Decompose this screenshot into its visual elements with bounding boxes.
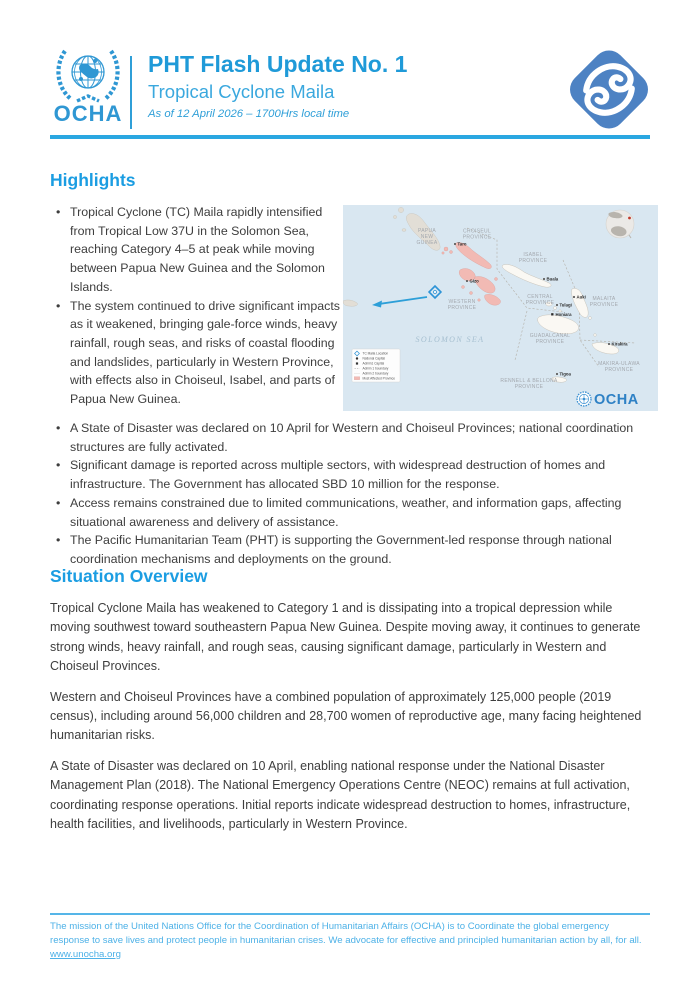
map-legend xyxy=(352,349,400,382)
svg-text:Auki: Auki xyxy=(576,294,586,300)
svg-text:Tigoa: Tigoa xyxy=(559,371,571,377)
svg-text:Tulagi: Tulagi xyxy=(559,302,572,308)
svg-text:CENTRAL: CENTRAL xyxy=(527,294,553,300)
page-title: PHT Flash Update No. 1 xyxy=(148,51,408,77)
bullet-item xyxy=(50,419,656,456)
un-ocha-logo-icon xyxy=(50,45,126,103)
svg-text:CHOISEUL: CHOISEUL xyxy=(463,228,491,235)
svg-text:PROVINCE: PROVINCE xyxy=(447,305,477,311)
sea-label: SOLOMON SEA xyxy=(415,335,485,344)
bullet-text: Access remains constrained due to limited communications, weather, and information gaps, affecting situational awareness and delivery of assistance. xyxy=(70,495,622,529)
svg-text:Admin1 Capital: Admin1 Capital xyxy=(362,361,385,366)
svg-text:Admin 1 boundary: Admin 1 boundary xyxy=(362,366,389,371)
svg-text:Most Affected Province: Most Affected Province xyxy=(362,376,396,381)
unocha-link[interactable]: www.unocha.org xyxy=(50,948,121,960)
svg-text:Buala: Buala xyxy=(546,276,559,282)
svg-text:NEW: NEW xyxy=(420,234,434,240)
svg-text:PROVINCE: PROVINCE xyxy=(604,367,634,373)
cyclone-track-map xyxy=(343,205,658,411)
paragraph: Tropical Cyclone Maila has weakened to Category 1 and is dissipating into a tropical depression while moving southwest toward southeastern Papua New Guinea. Despite moving away, it continues to generate strong winds, heavy rainfall, and rough seas, causing significant damage, particularly in Western and Choiseul Provinces. xyxy=(50,601,641,674)
highlights-bullets-full xyxy=(50,419,656,569)
svg-text:National Capital: National Capital xyxy=(362,356,386,361)
locator-globe-icon xyxy=(606,210,634,238)
svg-text:MAKIRA-ULAWA: MAKIRA-ULAWA xyxy=(598,361,640,367)
svg-text:GUADALCANAL: GUADALCANAL xyxy=(529,333,571,339)
svg-text:ISABEL: ISABEL xyxy=(523,252,543,258)
svg-text:OCHA: OCHA xyxy=(594,392,639,408)
footer xyxy=(50,920,650,961)
svg-text:Honiara: Honiara xyxy=(555,312,572,317)
page-subtitle: Tropical Cyclone Maila xyxy=(148,81,335,102)
svg-text:PAPUA: PAPUA xyxy=(417,228,437,234)
highlights-heading: Highlights xyxy=(50,170,136,190)
map-ocha-credit xyxy=(577,392,639,408)
bullet-item xyxy=(50,456,656,493)
svg-text:PROVINCE: PROVINCE xyxy=(514,384,544,390)
svg-text:Gizo: Gizo xyxy=(469,278,479,284)
situation-paragraphs xyxy=(50,599,653,845)
bullet-text: Significant damage is reported across multiple sectors, with widespread destruction of homes and infrastructure. The Government has allocated SBD 10 million for the response. xyxy=(70,458,606,492)
svg-text:PROVINCE: PROVINCE xyxy=(525,300,555,306)
svg-text:Admin 2 boundary: Admin 2 boundary xyxy=(362,371,389,376)
bullet-text: A State of Disaster was declared on 10 April for Western and Choiseul Provinces; national coordination structures are fully activated. xyxy=(70,421,634,454)
bullet-item xyxy=(50,203,345,297)
dateline: As of 12 April 2026 – 1700Hrs local time xyxy=(148,108,350,120)
bullet-text: The system continued to drive significant impacts as it weakened, bringing gale-force winds, heavy rainfall, rough seas, and risks of coastal flooding and landslides, particularly in Western Province, with effects also in Choiseul, Isabel, and parts of Papua New Guinea. xyxy=(70,298,340,407)
bullet-item xyxy=(50,297,345,409)
bullet-item xyxy=(50,494,656,531)
bullet-text: Tropical Cyclone (TC) Maila rapidly intensified from Tropical Low 37U in the Solomon Sea, reaching Category 4–5 at peak while moving between Papua New Guinea and the Solomon Islands. xyxy=(70,205,325,294)
svg-text:PROVINCE: PROVINCE xyxy=(589,302,619,308)
svg-text:PROVINCE: PROVINCE xyxy=(535,339,565,345)
pacific-swirl-logo-icon xyxy=(560,42,658,137)
highlights-bullets-side xyxy=(50,203,345,409)
svg-text:Taro: Taro xyxy=(457,241,467,247)
svg-text:PROVINCE: PROVINCE xyxy=(462,234,492,241)
svg-text:Kirakira: Kirakira xyxy=(611,341,628,347)
paragraph: A State of Disaster was declared on 10 April, enabling national response under the National Disaster Management Plan (2018). The National Emergency Operations Centre (NEOC) remains at full activation, coordinating response operations. Initial reports indicate widespread destruction to homes, infrastructure, health facilities, and livelihoods, particularly in Western Province. xyxy=(50,758,631,832)
header-rule xyxy=(50,135,650,139)
svg-text:GUINEA: GUINEA xyxy=(416,240,438,246)
header-divider xyxy=(130,56,132,129)
bullet-item xyxy=(50,531,656,568)
footer-mission-text: The mission of the United Nations Office for the Coordination of Humanitarian Affairs (OCHA) is to Coordinate the global emergency response to save lives and protect people in humanitarian crises. We advocate for effective and principled humanitarian action by all, for all. xyxy=(50,921,642,946)
paragraph: Western and Choiseul Provinces have a combined population of approximately 125,000 people (2019 census), including around 56,000 children and 28,700 women of reproductive age, many facing heightened humanitarian risks. xyxy=(50,689,642,743)
svg-text:PROVINCE: PROVINCE xyxy=(518,258,548,264)
svg-text:RENNELL & BELLONA: RENNELL & BELLONA xyxy=(500,378,558,384)
situation-overview-heading: Situation Overview xyxy=(50,566,208,586)
svg-text:WESTERN: WESTERN xyxy=(448,299,476,305)
svg-text:MALAITA: MALAITA xyxy=(592,296,616,302)
globe-location-dot xyxy=(628,217,631,220)
ocha-wordmark: OCHA xyxy=(53,101,123,126)
bullet-text: The Pacific Humanitarian Team (PHT) is supporting the Government-led response through national coordination mechanisms and deployments on the ground. xyxy=(70,533,612,566)
footer-rule xyxy=(50,913,650,915)
svg-text:TC Maila Location: TC Maila Location xyxy=(362,351,389,356)
